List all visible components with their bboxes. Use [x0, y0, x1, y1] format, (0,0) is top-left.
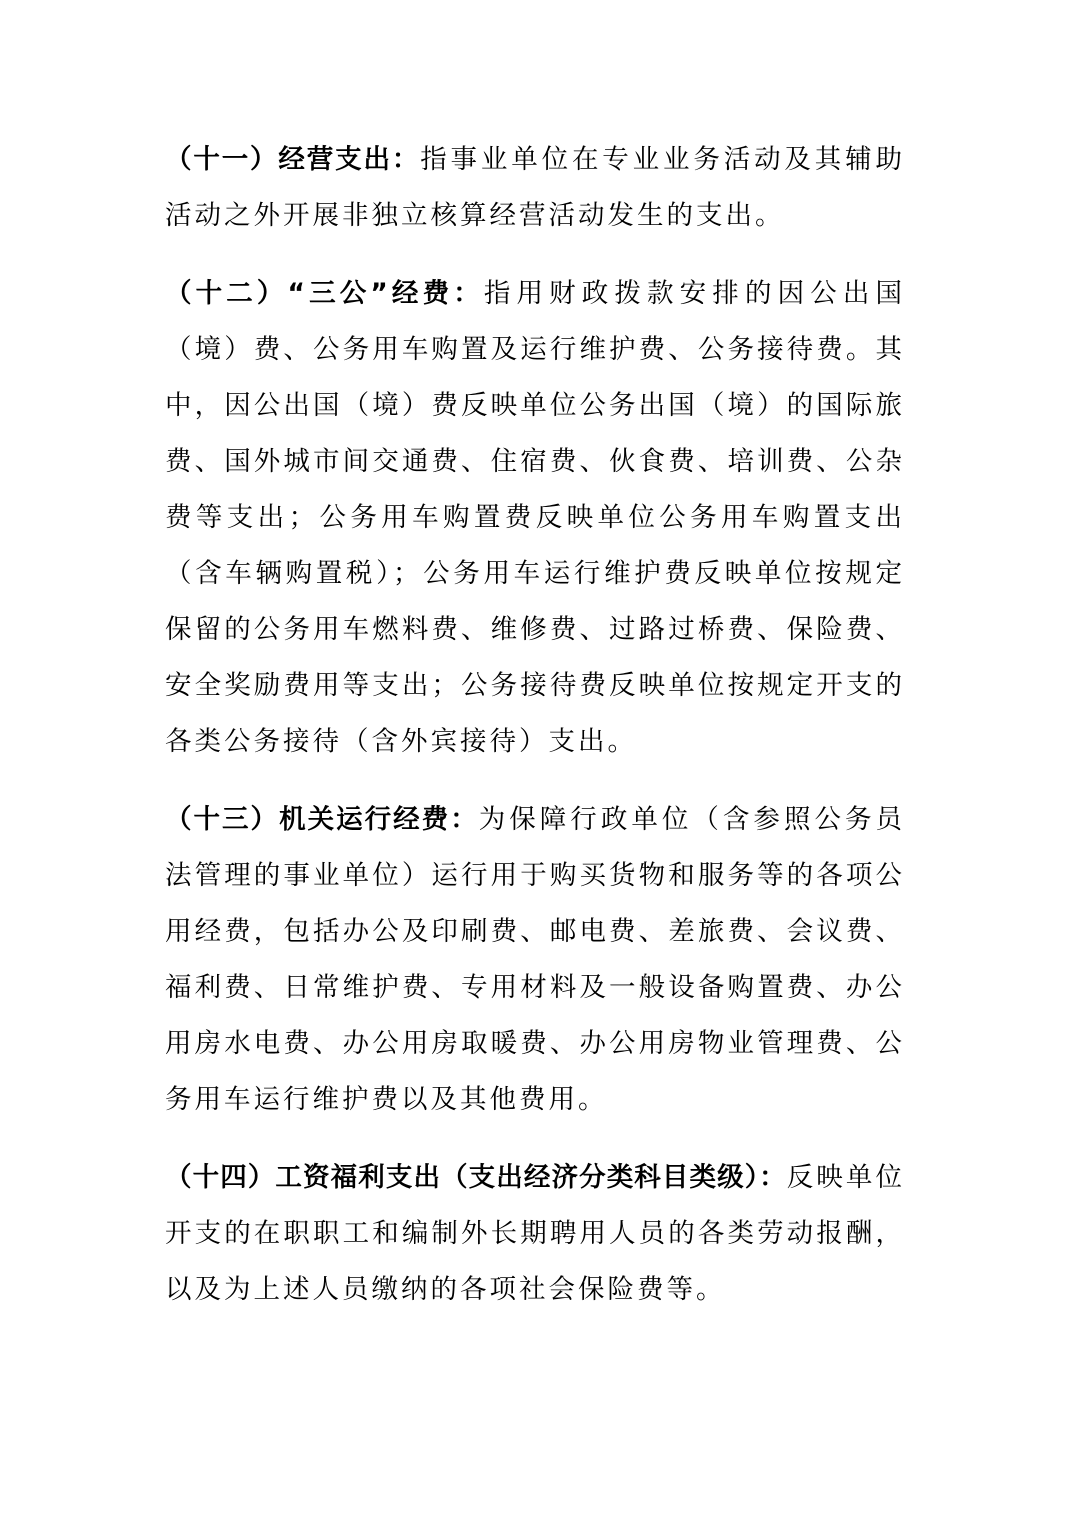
section-agency-operating-funds: [165, 792, 905, 1128]
section-heading: （十三）机关运行经费：: [165, 804, 479, 835]
section-body: 为保障行政单位（含参照公务员法管理的事业单位）运行用于购买货物和服务等的各项公用经费，包括办公及印刷费、邮电费、差旅费、会议费、福利费、日常维护费、专用材料及一般设备购置费、办公用房水电费、办公用房取暖费、办公用房物业管理费、公务用车运行维护费以及其他费用。: [165, 804, 906, 1115]
document-body: [165, 132, 905, 1318]
section-body: 指用财政拨款安排的因公出国（境）费、公务用车购置及运行维护费、公务接待费。其中，因公出国（境）费反映单位公务出国（境）的国际旅费、国外城市间交通费、住宿费、伙食费、培训费、公杂费等支出；公务用车购置费反映单位公务用车购置支出（含车辆购置税）；公务用车运行维护费反映单位按规定保留的公务用车燃料费、维修费、过路过桥费、保险费、安全奖励费用等支出；公务接待费反映单位按规定开支的各类公务接待（含外宾接待）支出。: [165, 278, 905, 757]
section-heading: （十一）经营支出：: [165, 144, 421, 175]
section-body: 指事业单位在专业业务活动及其辅助活动之外开展非独立核算经营活动发生的支出。: [165, 144, 905, 231]
section-wage-welfare-expenditure: [165, 1150, 905, 1318]
section-heading: （十四）工资福利支出（支出经济分类科目类级）：: [165, 1162, 787, 1193]
section-three-public-expenses: [165, 266, 905, 770]
section-body: 反映单位开支的在职职工和编制外长期聘用人员的各类劳动报酬，以及为上述人员缴纳的各项社会保险费等。: [165, 1162, 906, 1305]
section-operating-expenditure: [165, 132, 905, 244]
section-heading: （十二）“三公”经费：: [165, 278, 484, 309]
